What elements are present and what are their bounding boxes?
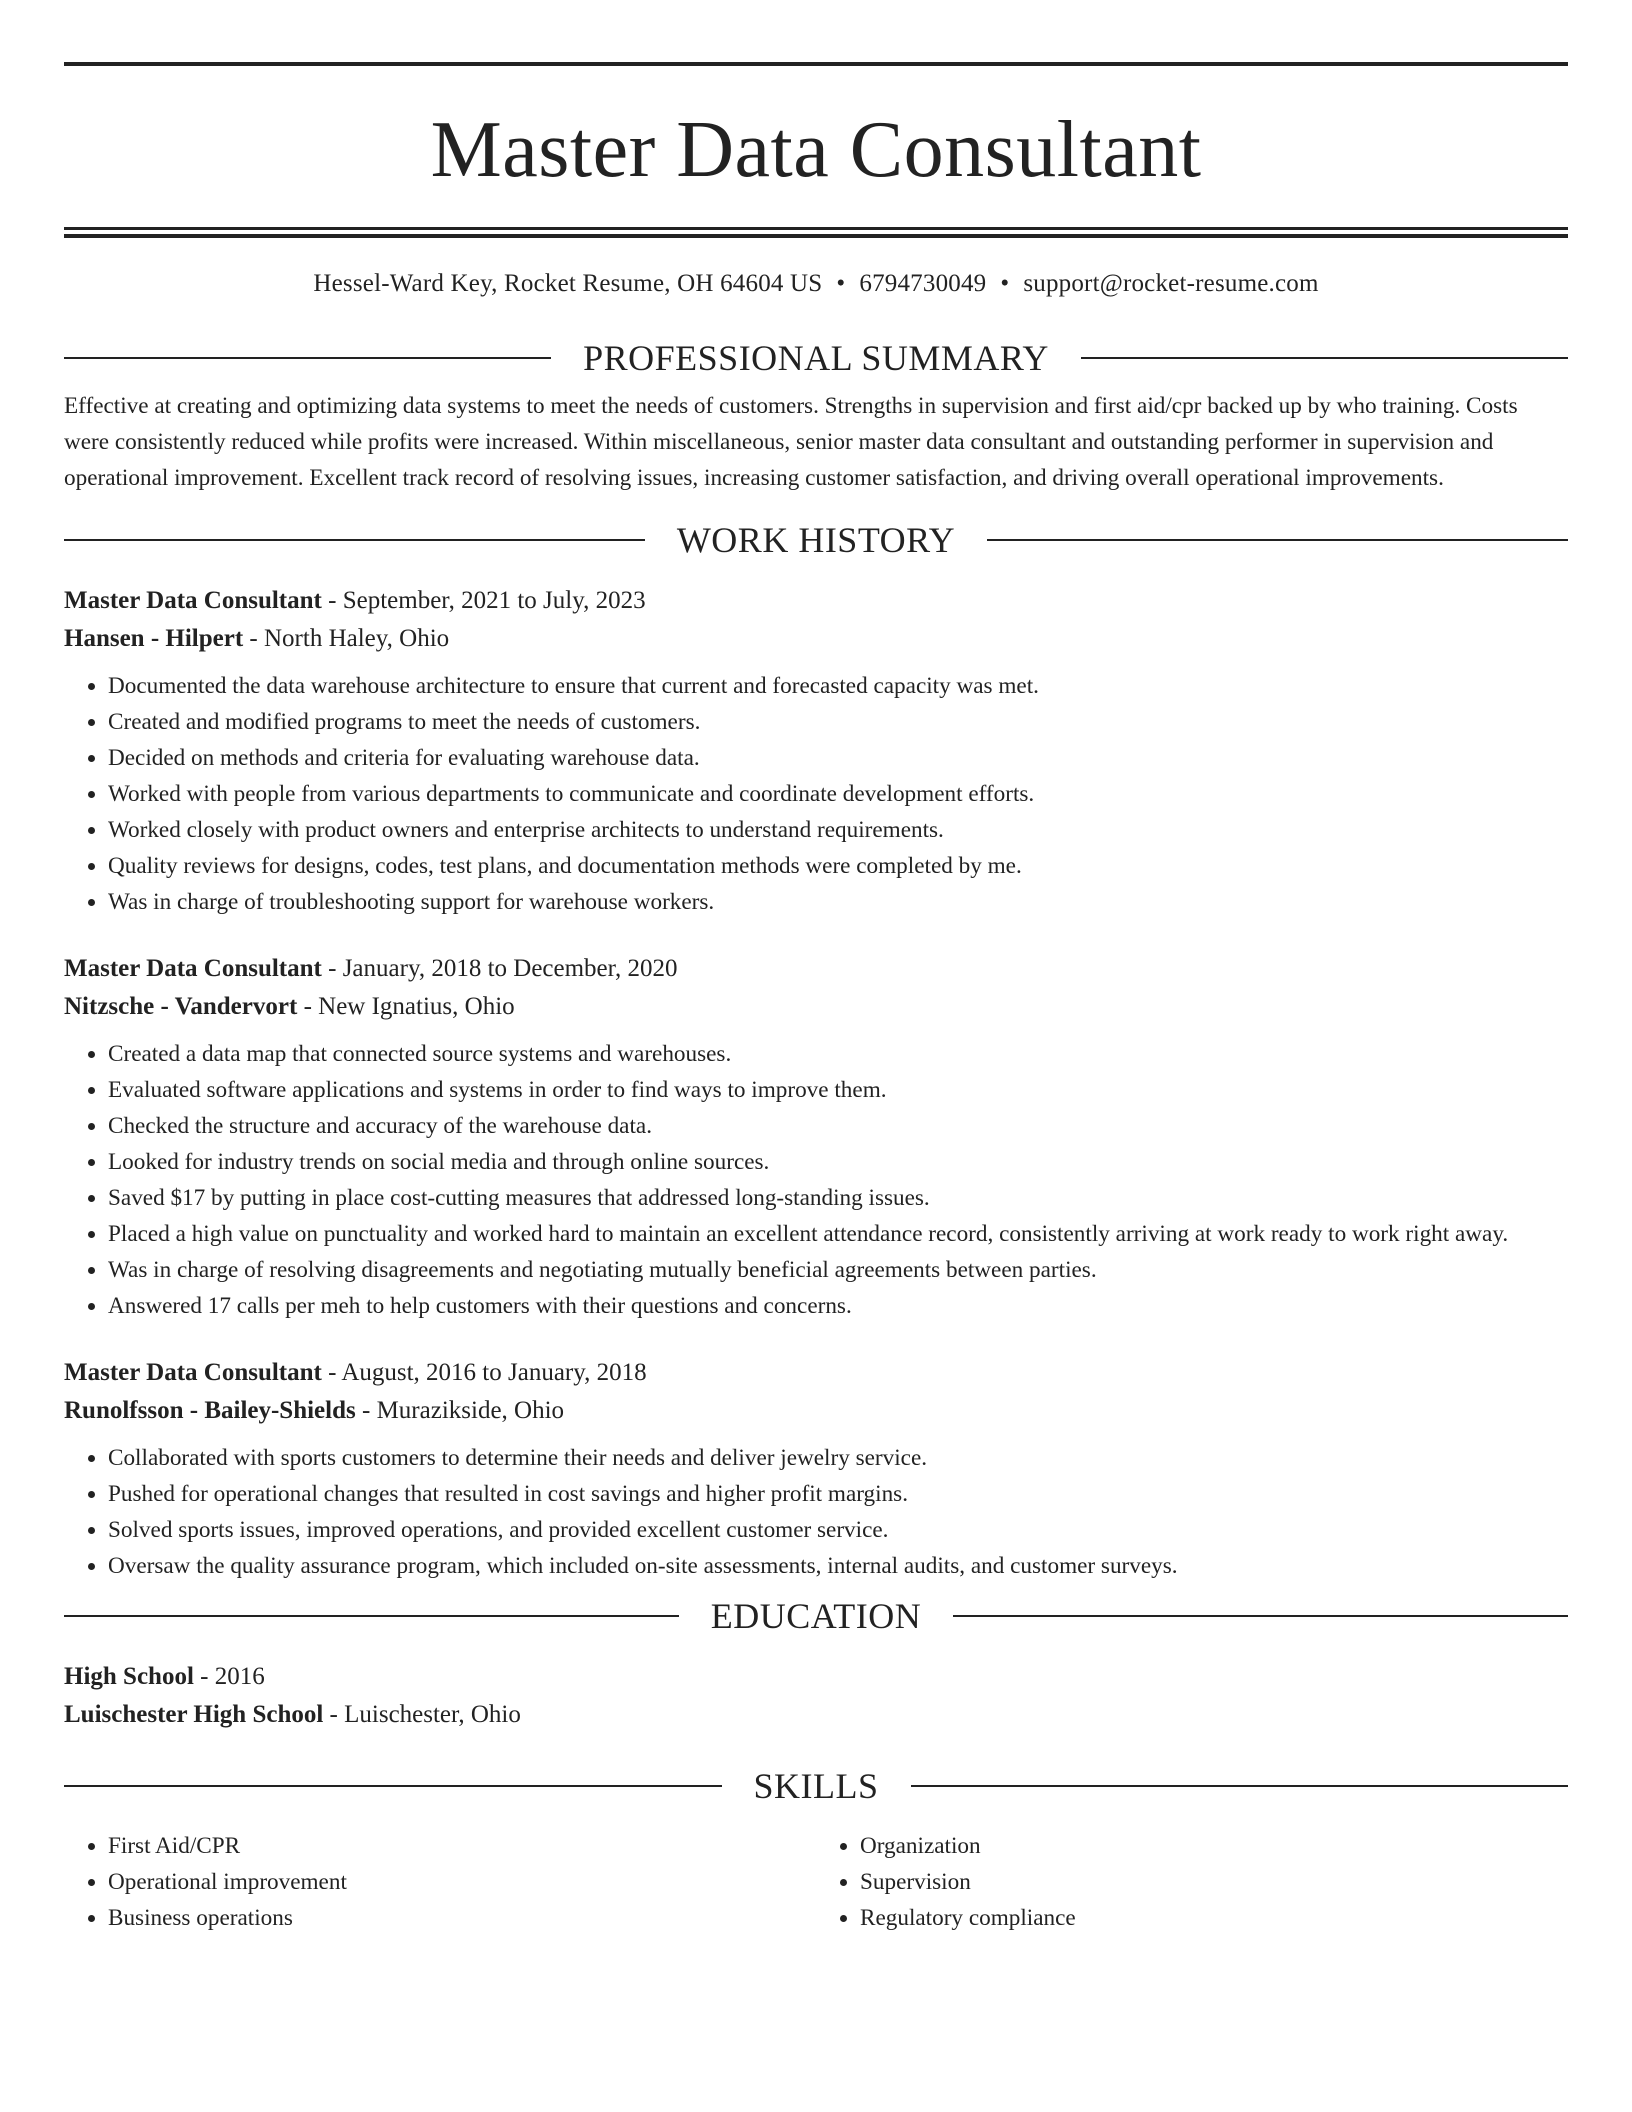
job-bullet: • Worked closely with product owners and enterprise architects to understand requirements. [108, 812, 1568, 848]
job-bullet: • Was in charge of resolving disagreements and negotiating mutually beneficial agreements between parties. [108, 1252, 1568, 1288]
contact-separator: • [1000, 270, 1010, 297]
skill-item: • First Aid/CPR [108, 1828, 816, 1864]
skills-column-left [64, 1828, 816, 1936]
job-company: Hansen - Hilpert [64, 625, 244, 652]
job-bullet: • Was in charge of troubleshooting support for warehouse workers. [108, 884, 1568, 920]
education-degree-line [64, 1658, 1568, 1696]
job-entry [64, 582, 1568, 920]
heading-rule-left [64, 1785, 722, 1787]
heading-rule-right [953, 1615, 1568, 1617]
resume-name: Master Data Consultant [430, 106, 1202, 194]
job-dates: - September, 2021 to July, 2023 [321, 587, 646, 614]
heading-rule-left [64, 539, 645, 541]
job-bullet: • Documented the data warehouse architecture to ensure that current and forecasted capacity was met. [108, 668, 1568, 704]
job-bullets [64, 1440, 1568, 1584]
job-company-line [64, 1392, 1568, 1430]
contact-phone: 6794730049 [859, 270, 987, 297]
heading-rule-right [987, 539, 1568, 541]
job-bullet: • Created a data map that connected source systems and warehouses. [108, 1036, 1568, 1072]
section-title: EDUCATION [710, 1596, 922, 1636]
section-heading-summary [64, 336, 1568, 380]
job-bullet: • Saved $17 by putting in place cost-cutting measures that addressed long-standing issues. [108, 1180, 1568, 1216]
heading-rule-right [911, 1785, 1569, 1787]
job-bullet: • Evaluated software applications and systems in order to find ways to improve them. [108, 1072, 1568, 1108]
heading-rule-left [64, 1615, 679, 1617]
job-title: Master Data Consultant [64, 587, 322, 614]
contact-email: support@rocket-resume.com [1023, 270, 1319, 297]
job-bullet: • Placed a high value on punctuality and worked hard to maintain an excellent attendance record, consistently arriving at work ready to work right away. [108, 1216, 1568, 1252]
job-bullet: • Answered 17 calls per meh to help customers with their questions and concerns. [108, 1288, 1568, 1324]
skill-item: • Regulatory compliance [860, 1900, 1568, 1936]
job-title-line [64, 950, 1568, 988]
education-year: - 2016 [193, 1663, 265, 1690]
job-bullet: • Pushed for operational changes that resulted in cost savings and higher profit margins. [108, 1476, 1568, 1512]
job-title-line [64, 1354, 1568, 1392]
job-bullet: • Solved sports issues, improved operations, and provided excellent customer service. [108, 1512, 1568, 1548]
job-location: - North Haley, Ohio [243, 625, 450, 652]
job-bullets [64, 1036, 1568, 1324]
skill-item: • Business operations [108, 1900, 816, 1936]
education-school-line [64, 1696, 1568, 1734]
job-company: Nitzsche - Vandervort [64, 993, 298, 1020]
job-bullet: • Checked the structure and accuracy of the warehouse data. [108, 1108, 1568, 1144]
section-title: WORK HISTORY [676, 520, 956, 560]
skills-column-right [816, 1828, 1568, 1936]
job-title: Master Data Consultant [64, 1359, 322, 1386]
job-bullet: • Oversaw the quality assurance program, which included on-site assessments, internal audits, and customer surveys. [108, 1548, 1568, 1584]
skills-list [64, 1828, 1568, 1936]
job-title-line [64, 582, 1568, 620]
job-company-line [64, 620, 1568, 658]
job-entry [64, 950, 1568, 1324]
skill-item: • Organization [860, 1828, 1568, 1864]
job-dates: - January, 2018 to December, 2020 [321, 955, 678, 982]
job-bullet: • Created and modified programs to meet the needs of customers. [108, 704, 1568, 740]
top-rule [64, 62, 1568, 66]
job-entry [64, 1354, 1568, 1584]
job-bullet: • Quality reviews for designs, codes, test plans, and documentation methods were completed by me. [108, 848, 1568, 884]
education-location: - Luischester, Ohio [323, 1701, 521, 1728]
job-bullet: • Worked with people from various departments to communicate and coordinate development efforts. [108, 776, 1568, 812]
job-location: - New Ignatius, Ohio [297, 993, 515, 1020]
resume-page [64, 0, 1568, 1936]
section-heading-skills [64, 1764, 1568, 1808]
education-school: Luischester High School [64, 1701, 324, 1728]
heading-rule-left [64, 357, 551, 359]
job-company-line [64, 988, 1568, 1026]
section-title: SKILLS [753, 1766, 879, 1806]
double-rule [64, 227, 1568, 238]
section-title: PROFESSIONAL SUMMARY [583, 338, 1049, 378]
summary-text: Effective at creating and optimizing data systems to meet the needs of customers. Strengths in supervision and first aid/cpr backed up by who training. Costs were consistently reduced while profits were increased. Within miscellaneous, senior master data consultant and outstanding performer in supervision and operational improvement. Excellent track record of resolving issues, increasing customer satisfaction, and driving overall operational improvements. [64, 393, 1518, 491]
education-degree: High School [64, 1663, 194, 1690]
section-heading-work [64, 518, 1568, 562]
contact-address: Hessel-Ward Key, Rocket Resume, OH 64604 US [313, 270, 823, 297]
heading-rule-right [1081, 357, 1568, 359]
job-bullet: • Collaborated with sports customers to determine their needs and deliver jewelry service. [108, 1440, 1568, 1476]
skill-item: • Operational improvement [108, 1864, 816, 1900]
education-entry [64, 1658, 1568, 1734]
skill-item: • Supervision [860, 1864, 1568, 1900]
section-heading-education [64, 1594, 1568, 1638]
job-company: Runolfsson - Bailey-Shields [64, 1397, 356, 1424]
job-bullets [64, 668, 1568, 920]
contact-line [64, 268, 1568, 300]
contact-separator: • [836, 270, 846, 297]
job-dates: - August, 2016 to January, 2018 [321, 1359, 647, 1386]
job-bullet: • Decided on methods and criteria for evaluating warehouse data. [108, 740, 1568, 776]
job-title: Master Data Consultant [64, 955, 322, 982]
job-location: - Murazikside, Ohio [355, 1397, 565, 1424]
job-bullet: • Looked for industry trends on social media and through online sources. [108, 1144, 1568, 1180]
